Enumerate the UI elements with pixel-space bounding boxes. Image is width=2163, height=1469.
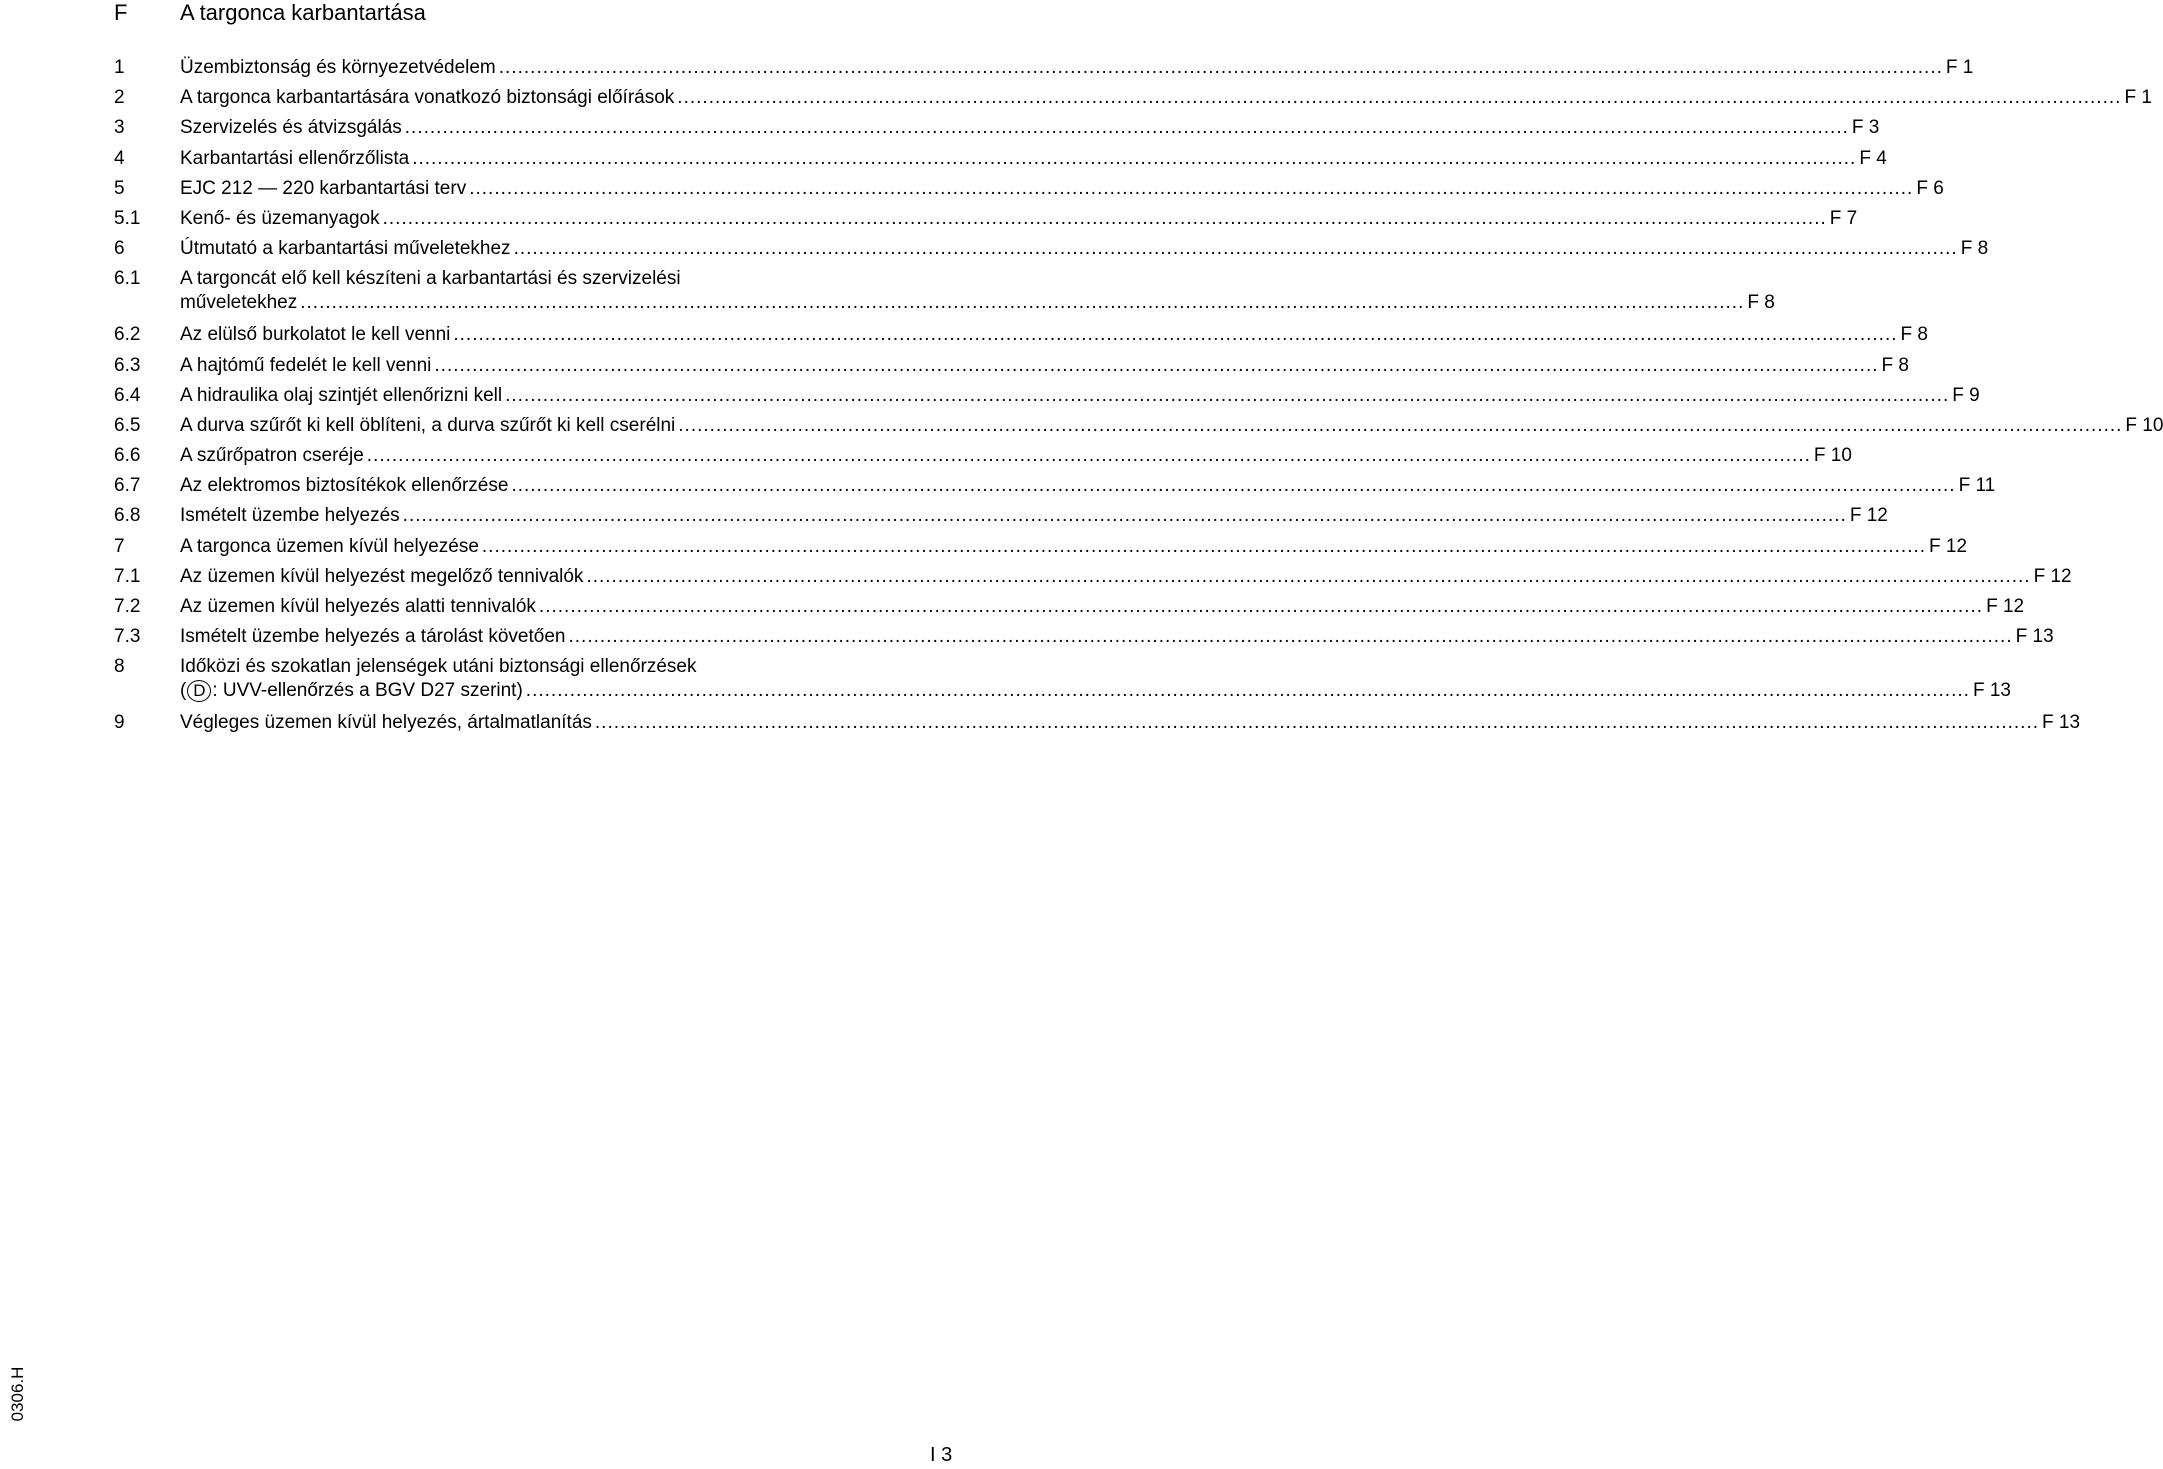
dot-leader: [412, 147, 1856, 171]
toc-title: Útmutató a karbantartási műveletekhez: [180, 238, 511, 260]
dot-leader: [505, 384, 1949, 408]
toc-number: 4: [114, 147, 125, 169]
toc-entry[interactable]: [114, 655, 2011, 711]
toc-entry[interactable]: [114, 56, 1974, 86]
toc-title: Az üzemen kívül helyezés alatti tennivalók: [180, 596, 536, 617]
toc-entry[interactable]: [114, 86, 2152, 116]
section-title: A targonca karbantartása: [180, 0, 426, 25]
toc-page: F 12: [2033, 565, 2072, 587]
toc-page: F 6: [1916, 177, 1944, 199]
toc-page: F 4: [1859, 147, 1887, 169]
toc-entry[interactable]: [114, 147, 1887, 177]
toc-number: 6.2: [114, 324, 141, 346]
dot-leader: [586, 565, 2030, 589]
toc-number: 7.2: [114, 596, 141, 617]
toc-title: EJC 212 — 220 karbantartási terv: [180, 177, 467, 199]
toc-page: F 12: [1929, 535, 1968, 557]
toc-entry[interactable]: [114, 384, 1980, 414]
toc-number: 3: [114, 117, 125, 139]
toc-number: 5.1: [114, 207, 141, 229]
toc-title-continued: [180, 679, 523, 703]
toc-title: Szervizelés és átvizsgálás: [180, 117, 402, 139]
toc-entry[interactable]: [114, 267, 1775, 323]
dot-leader: [482, 535, 1926, 559]
toc-page: F 10: [1813, 445, 1852, 467]
toc-title: Az elülső burkolatot le kell venni: [180, 324, 451, 346]
toc-title: Végleges üzemen kívül helyezés, ártalmatlanítás: [180, 712, 592, 734]
dot-leader: [511, 474, 1955, 498]
dot-leader: [677, 86, 2121, 110]
dot-leader: [595, 711, 2039, 735]
toc-page: F 8: [1960, 238, 1989, 260]
dot-leader: [300, 291, 1744, 315]
section-letter: F: [114, 0, 128, 25]
toc-entry[interactable]: [114, 323, 1928, 353]
toc-title: Üzembiztonság és környezetvédelem: [180, 57, 496, 78]
toc-page: F 1: [2124, 87, 2152, 109]
toc-page: F 13: [2015, 626, 2054, 648]
toc-title: Ismételt üzembe helyezés: [180, 505, 400, 527]
dot-leader: [514, 237, 1958, 261]
toc-title: A szűrőpatron cseréje: [180, 445, 364, 467]
toc-entry[interactable]: [114, 116, 1880, 146]
toc-entry[interactable]: [114, 535, 1968, 565]
dot-leader: [453, 323, 1897, 347]
toc-entry[interactable]: [114, 474, 1996, 504]
dot-leader: [469, 177, 1913, 201]
toc-title: Az üzemen kívül helyezést megelőző tennivalók: [180, 565, 584, 587]
dot-leader: [383, 207, 1827, 231]
dot-leader: [499, 56, 1943, 80]
dot-leader: [539, 595, 1983, 619]
toc-title: Az elektromos biztosítékok ellenőrzése: [180, 475, 509, 497]
toc-number: 5: [114, 177, 125, 199]
toc-page: F 12: [1986, 596, 2025, 617]
table-of-contents: [114, 56, 2163, 742]
toc-entry[interactable]: [114, 595, 2025, 625]
toc-entry[interactable]: [114, 177, 1944, 207]
toc-page: F 13: [2042, 712, 2081, 734]
toc-entry[interactable]: [114, 354, 1909, 384]
toc-entry[interactable]: [114, 444, 1852, 474]
toc-number: 6.6: [114, 445, 141, 467]
toc-page: F 13: [1972, 680, 2011, 702]
toc-number: 7.1: [114, 565, 141, 587]
toc-page: F 8: [1747, 292, 1775, 314]
toc-entry[interactable]: [114, 565, 2072, 595]
toc-title: Ismételt üzembe helyezés a tárolást követően: [180, 626, 566, 648]
toc-number: 6.1: [114, 268, 141, 290]
toc-entry[interactable]: [114, 414, 2163, 444]
section-heading: [114, 0, 426, 26]
toc-page: F 10: [2125, 414, 2163, 436]
dot-leader: [526, 679, 1970, 703]
toc-number: 8: [114, 656, 125, 678]
toc-page: F 11: [1958, 475, 1996, 497]
dot-leader: [405, 116, 1849, 140]
document-code: 0306.H: [8, 1366, 27, 1422]
toc-number: 7: [114, 535, 125, 557]
toc-page: F 3: [1851, 117, 1880, 139]
toc-page: F 1: [1945, 57, 1974, 78]
page-number: I 3: [930, 1444, 953, 1466]
toc-number: 6: [114, 238, 125, 260]
toc-number: 2: [114, 87, 125, 109]
toc-page: F 7: [1829, 207, 1858, 229]
dot-leader: [678, 414, 2122, 438]
dot-leader: [568, 625, 2012, 649]
toc-number: 6.4: [114, 384, 141, 406]
toc-title: Kenő- és üzemanyagok: [180, 207, 380, 229]
toc-entry[interactable]: [114, 711, 2081, 741]
toc-title-suffix: : UVV-ellenőrzés a BGV D27 szerint): [212, 680, 523, 702]
dot-leader: [367, 444, 1811, 468]
toc-entry[interactable]: [114, 625, 2054, 655]
toc-page: F 12: [1849, 505, 1888, 527]
toc-title: Időközi és szokatlan jelenségek utáni biztonsági ellenőrzések: [180, 656, 697, 678]
toc-number: 6.3: [114, 354, 141, 376]
toc-number: 6.5: [114, 414, 141, 436]
toc-page: F 8: [1900, 324, 1928, 346]
toc-number: 6.7: [114, 475, 141, 497]
toc-number: 9: [114, 712, 125, 734]
toc-title: A durva szűrőt ki kell öblíteni, a durva szűrőt ki kell cserélni: [180, 414, 676, 436]
toc-entry[interactable]: [114, 237, 1989, 267]
toc-title: A hajtómű fedelét le kell venni: [180, 354, 432, 376]
toc-number: 1: [114, 57, 125, 78]
dot-leader: [403, 504, 1847, 528]
toc-title: A targonca üzemen kívül helyezése: [180, 535, 479, 557]
country-d-badge-icon: D: [187, 680, 211, 702]
toc-number: 7.3: [114, 626, 141, 648]
toc-title: A hidraulika olaj szintjét ellenőrizni kell: [180, 384, 503, 406]
toc-entry[interactable]: [114, 207, 1858, 237]
dot-leader: [434, 354, 1878, 378]
open-paren: (: [180, 680, 187, 702]
toc-title: Karbantartási ellenőrzőlista: [180, 147, 410, 169]
toc-page: F 8: [1881, 354, 1909, 376]
toc-entry[interactable]: [114, 504, 1888, 534]
toc-title: A targonca karbantartására vonatkozó biztonsági előírások: [180, 87, 675, 109]
toc-title: A targoncát elő kell készíteni a karbantartási és szervizelési: [180, 268, 681, 290]
toc-number: 6.8: [114, 505, 141, 527]
toc-page: F 9: [1952, 384, 1980, 406]
toc-title-continued: műveletekhez: [180, 292, 298, 314]
